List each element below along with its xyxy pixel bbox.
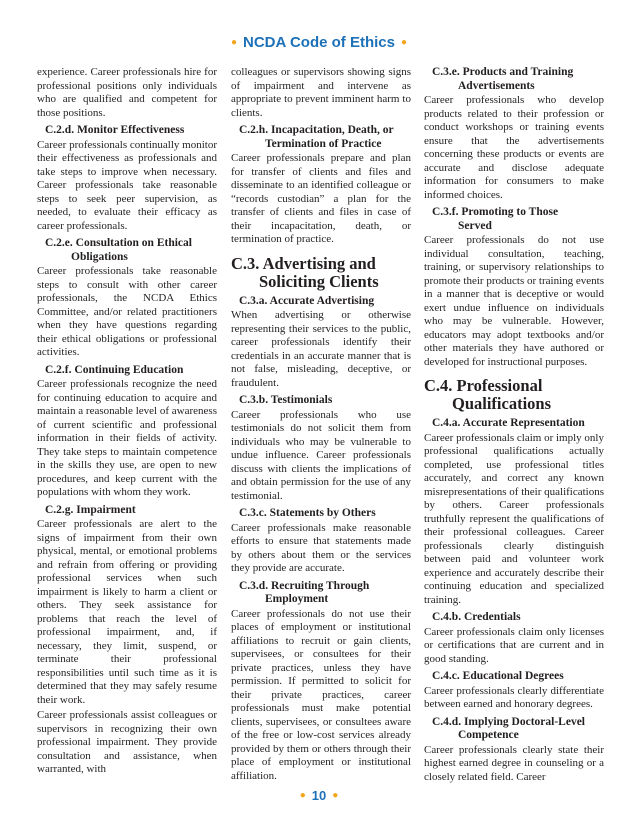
paragraph: Career professionals who use testimonials do not solicit them from individuals who may be vulnerable to undue influence. Career professionals discuss with clients the implications of and obtain permission for the use of any testimonial.: [231, 408, 411, 502]
paragraph: Career professionals clearly state their highest earned degree in counseling or a closely related field. Career: [424, 743, 604, 783]
heading-line: C.4. Professional: [424, 376, 543, 395]
paragraph: Career professionals continually monitor their effectiveness as professionals and take steps to improve when necessary. Career professionals take reasonable steps to seek peer supervision, as needed, to evaluate their efficacy as career professionals.: [37, 138, 217, 232]
header-title: NCDA Code of Ethics: [243, 34, 395, 51]
heading-line: C.4.d. Implying Doctoral-Level: [432, 715, 586, 728]
paragraph: Career professionals prepare and plan for transfer of clients and files and disseminate to an identified colleague or “records custodian” a plan for the transfer of clients and files in case of their incapacitation, death, or termination of practice.: [231, 152, 411, 245]
column-3: [424, 66, 604, 786]
section-heading-c3d: [239, 580, 411, 607]
paragraph: Career professionals do not use their places of employment or institutional affiliations to recruit or gain clients, supervisees, or consultees for their private practices, unless they have permission. If permitted to solicit for their private practices, career professionals must make potential clients, supervisees, or consultees aware of the free or low-cost services already provided by them or others through their place of employment or institutional affiliation.: [231, 607, 411, 782]
bullet-dot-icon: ●: [299, 790, 306, 801]
paragraph: Career professionals make reasonable efforts to ensure that statements made by others about them or the services they provide are accurate.: [231, 521, 411, 574]
page-number: 10: [311, 788, 327, 803]
section-heading-c3e: [432, 66, 604, 93]
heading-line: Qualifications: [452, 394, 552, 413]
paragraph: When advertising or otherwise representing their services to the public, career professionals identify their credentials in an accurate manner that is not false, misleading, deceptive, or fraudulent.: [231, 309, 411, 389]
bullet-dot-icon: ●: [230, 37, 238, 48]
paragraph: Career professionals do not use individual consultation, teaching, training, or supervisory relationships to promote their products or training events in a manner that is deceptive or would exert undue influence on individuals who may be vulnerable. However, educators may adopt textbooks and/or other materials they have authored or developed for instructional purposes.: [424, 234, 604, 368]
bullet-dot-icon: ●: [400, 37, 408, 48]
page-footer: [0, 788, 638, 803]
heading-line: C.2.e. Consultation on Ethical: [45, 237, 192, 249]
column-1: [37, 66, 217, 779]
paragraph: Career professionals claim or imply only professional qualifications actually completed, use professional titles accurately, and correct any known misrepresentations of their qualifications by others. Career professionals truthfully represent the qualifications of their professional colleagues. Career professionals clearly distinguish between paid and volunteer work experience and accurately describe their continuing education and specialized training.: [424, 431, 604, 606]
section-heading-c4a: C.4.a. Accurate Representation: [432, 417, 585, 429]
bullet-dot-icon: ●: [332, 790, 339, 801]
heading-line: Competence: [458, 729, 519, 741]
section-heading-c2f: C.2.f. Continuing Education: [45, 363, 184, 376]
paragraph: Career professionals are alert to the signs of impairment from their own physical, mental, or emotional problems and refrain from offering or providing professional services when such impairment is likely to harm a client or others. They seek assistance for problems that reach the level of professional impairment, and, if necessary, they limit, suspend, or terminate their professional responsibilities until such time as it is determined that they may safely resume their work.: [37, 518, 217, 706]
section-heading-c2d: C.2.d. Monitor Effectiveness: [45, 124, 185, 136]
heading-line: C.3.d. Recruiting Through: [239, 579, 370, 592]
section-heading-c2h: [239, 124, 411, 151]
section-heading-c4b: C.4.b. Credentials: [432, 611, 521, 623]
heading-line: Termination of Practice: [265, 137, 382, 150]
paragraph: Career professionals assist colleagues or supervisors in recognizing their own professional impairment. They provide consultation and assistance, when warranted, with: [37, 709, 217, 775]
paragraph: experience. Career professionals hire for professional positions only individuals who are qualified and competent for those positions.: [37, 66, 217, 119]
major-heading-c4: [424, 377, 604, 413]
paragraph: Career professionals recognize the need for continuing education to acquire and maintain a reasonable level of awareness of current scientific and professional information in their fields of activity. They take steps to maintain competence in the skills they use, are open to new procedures, and keep current with the populations with whom they work.: [37, 378, 217, 498]
section-heading-c4d: [432, 716, 604, 743]
section-heading-c3b: C.3.b. Testimonials: [239, 394, 333, 406]
section-heading-c3a: C.3.a. Accurate Advertising: [239, 294, 375, 307]
heading-line: Advertisements: [458, 79, 535, 92]
section-heading-c4c: C.4.c. Educational Degrees: [432, 670, 564, 682]
heading-line: Employment: [265, 593, 329, 605]
heading-line: Soliciting Clients: [259, 271, 379, 291]
heading-line: C.3. Advertising and: [231, 253, 376, 273]
section-heading-c2e: [45, 237, 217, 264]
section-heading-c3f: [432, 206, 604, 233]
heading-line: C.3.f. Promoting to Those: [432, 206, 559, 218]
column-2: [231, 66, 411, 785]
heading-line: C.2.h. Incapacitation, Death, or: [239, 124, 394, 136]
section-heading-c3c: C.3.c. Statements by Others: [239, 507, 376, 519]
heading-line: C.3.e. Products and Training: [432, 66, 574, 78]
heading-line: Obligations: [71, 250, 128, 263]
paragraph: colleagues or supervisors showing signs of impairment and intervene as appropriate to prevent imminent harm to clients.: [231, 66, 411, 119]
heading-line: Served: [458, 219, 492, 232]
page-header: [0, 34, 638, 51]
paragraph: Career professionals claim only licenses or certifications that are current and in good standing.: [424, 625, 604, 665]
paragraph: Career professionals take reasonable steps to consult with other career professionals, the NCDA Ethics Committee, and/or related practitioners when they have questions regarding their ethical obligations or professional activities.: [37, 265, 217, 358]
section-heading-c2g: C.2.g. Impairment: [45, 503, 136, 516]
paragraph: Career professionals who develop products related to their profession or conduct workshops or training events ensure that the advertisements concerning these products or events are accurate and disclose adequate information for consumers to make informed choices.: [424, 94, 604, 201]
major-heading-c3: [231, 255, 411, 291]
paragraph: Career professionals clearly differentiate between earned and honorary degrees.: [424, 684, 604, 710]
